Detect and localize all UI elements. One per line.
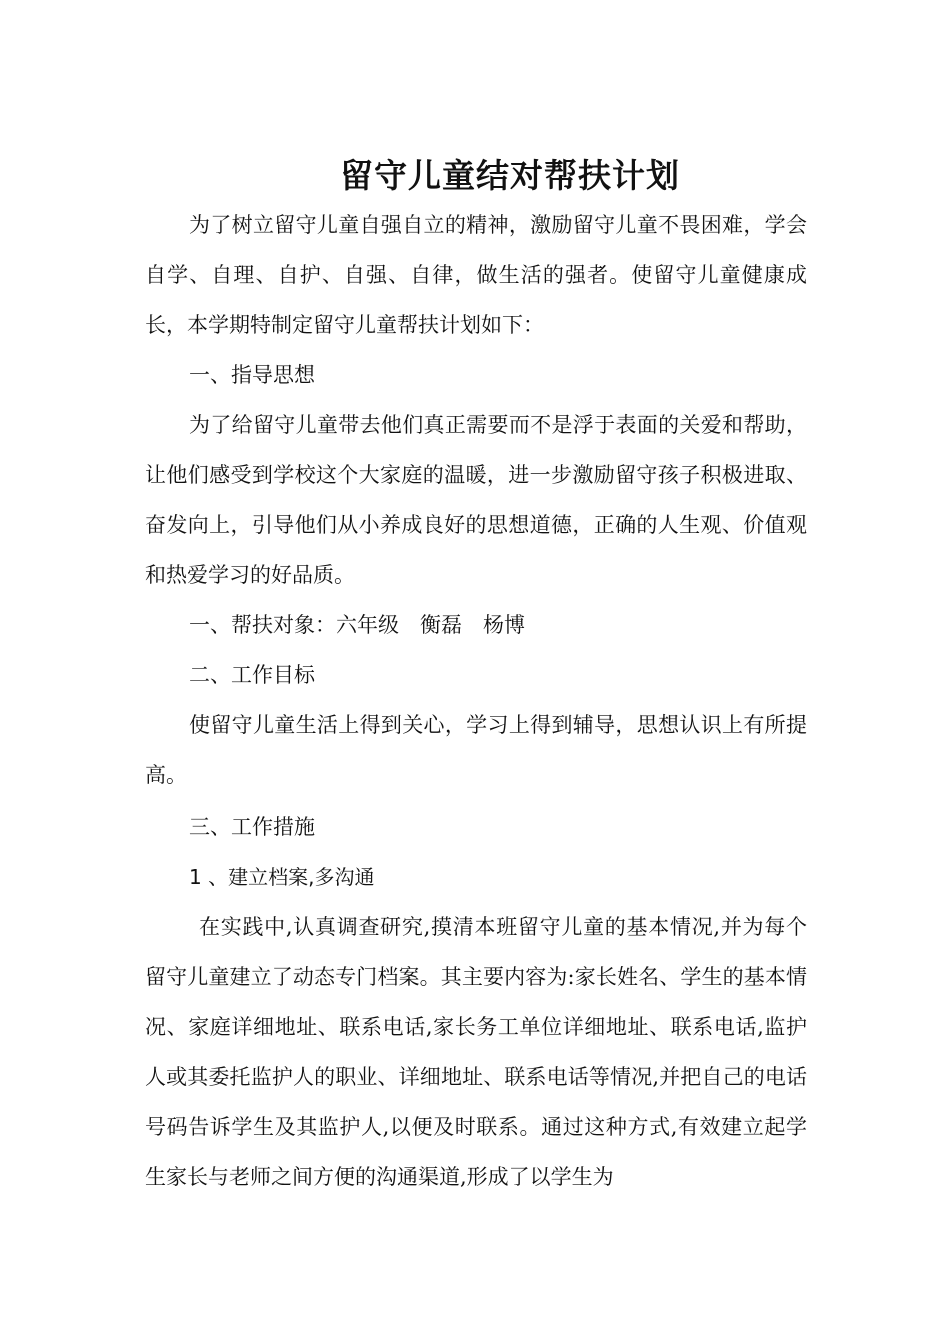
section-heading-measures: 三、工作措施 — [189, 815, 315, 839]
section-heading-targets: 一、帮扶对象：六年级 衡磊 杨博 — [189, 613, 525, 637]
section-heading-guiding-thought: 一、指导思想 — [189, 363, 315, 387]
document-title: 留守儿童结对帮扶计划 — [340, 156, 680, 196]
paragraph-guiding-thought: 为了给留守儿童带去他们真正需要而不是浮于表面的关爱和帮助，让他们感受到学校这个大家庭的温暖，进一步激励留守孩子积极进取、奋发向上，引导他们从小养成良好的思想道德，正确的人生观、价值观和热爱学习的好品质。 — [145, 413, 807, 587]
subsection-heading-archives: 1 、建立档案,多沟通 — [189, 865, 375, 889]
paragraph-goals: 使留守儿童生活上得到关心，学习上得到辅导，思想认识上有所提高。 — [145, 713, 807, 787]
section-heading-goals: 二、工作目标 — [189, 663, 315, 687]
paragraph-archives: 在实践中,认真调查研究,摸清本班留守儿童的基本情况,并为每个留守儿童建立了动态专门档案。其主要内容为:家长姓名、学生的基本情况、家庭详细地址、联系电话,家长务工单位详细地址、联系电话,监护人或其委托监护人的职业、详细地址、联系电话等情况,并把自己的电话号码告诉学生及其监护人,以便及时联系。通过这种方式,有效建立起学生家长与老师之间方便的沟通渠道,形成了以学生为 — [145, 915, 807, 1189]
paragraph-intro: 为了树立留守儿童自强自立的精神，激励留守儿童不畏困难，学会自学、自理、自护、自强、自律，做生活的强者。使留守儿童健康成长，本学期特制定留守儿童帮扶计划如下： — [145, 213, 807, 337]
document-body — [145, 200, 807, 1202]
